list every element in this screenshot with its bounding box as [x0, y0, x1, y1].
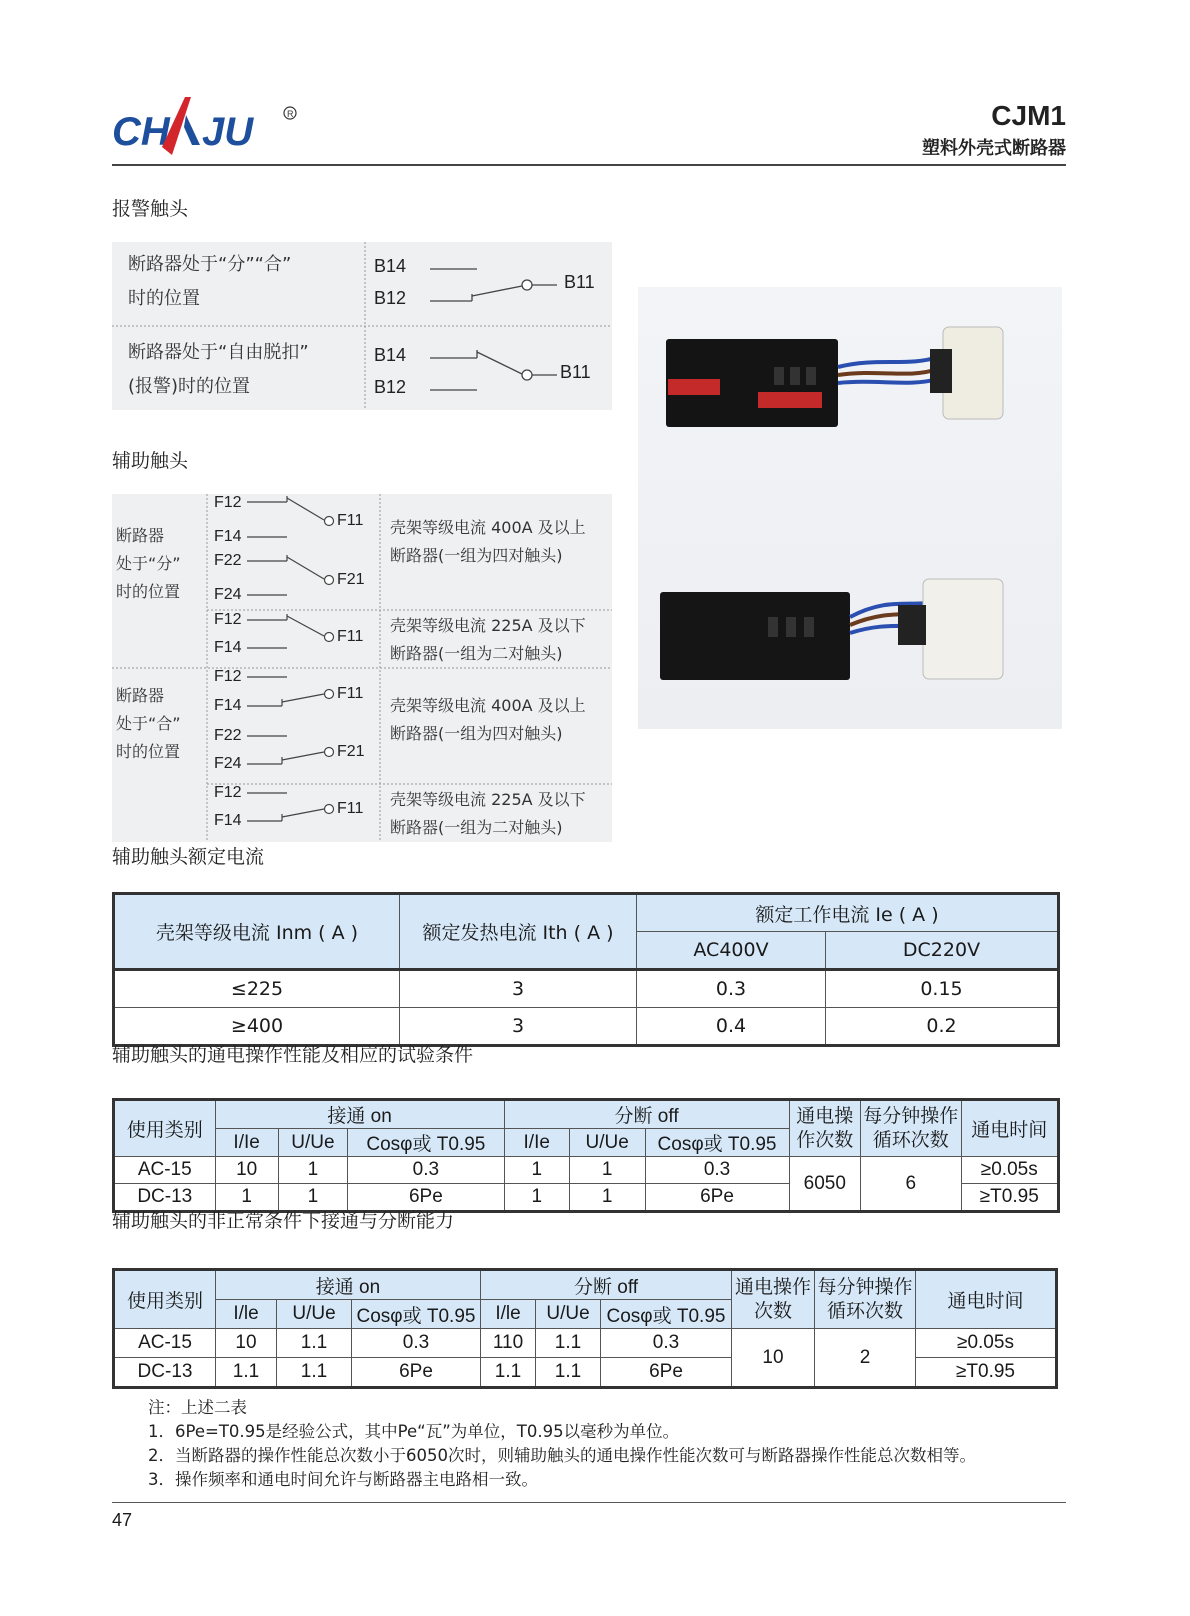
cell-category: DC-13: [114, 1184, 216, 1212]
section-title-rated: 辅助触头额定电流: [112, 846, 265, 868]
abnormal-capacity-table: [112, 1268, 1058, 1389]
cell-on-cos: 6Pe: [352, 1358, 481, 1388]
page-number: 47: [112, 1510, 133, 1530]
label-b14: B14: [374, 256, 407, 276]
label-f11: F11: [337, 685, 364, 702]
label-f24: F24: [214, 586, 242, 603]
alarm-contact-diagram: [112, 242, 612, 410]
note-item: 1．6Pe=T0.95是经验公式，其中Pe“瓦”为单位，T0.95以毫秒为单位。: [148, 1422, 680, 1441]
header-make-on: 接通 on: [216, 1270, 481, 1300]
svg-text:R: R: [287, 109, 294, 119]
header-make-on: 接通 on: [215, 1100, 504, 1129]
cell-on-cos: 0.3: [348, 1157, 504, 1184]
cell-category: AC-15: [114, 1157, 216, 1184]
chaju-logo: [112, 95, 312, 165]
section-title-abnormal: 辅助触头的非正常条件下接通与分断能力: [112, 1210, 455, 1232]
header-dc220v: DC220V: [826, 932, 1059, 970]
product-model: CJM1: [991, 100, 1066, 131]
table-row: [114, 1329, 1057, 1358]
label-f12: F12: [214, 494, 242, 511]
cell-frame: ≥400: [114, 1008, 400, 1046]
cell-off-cos: 0.3: [601, 1329, 732, 1358]
cell-category: DC-13: [114, 1358, 216, 1388]
cell-frame: ≤225: [114, 970, 400, 1008]
label-f11: F11: [337, 628, 364, 645]
aux-contact-diagram: [112, 494, 612, 842]
cell-thermal: 3: [400, 1008, 637, 1046]
header-ie: I/le: [481, 1300, 536, 1329]
alarm-row1-desc: 断路器处于“分”“合” 时的位置: [128, 254, 292, 309]
label-f14: F14: [214, 697, 242, 714]
header-energized-time: 通电时间: [961, 1100, 1058, 1157]
cell-on-i: 10: [216, 1329, 277, 1358]
label-b12: B12: [374, 377, 407, 397]
cell-off-u: 1: [569, 1157, 645, 1184]
header-cos: Cosφ或 T0.95: [352, 1300, 481, 1329]
cell-dc: 0.2: [826, 1008, 1059, 1046]
rated-current-table: [112, 892, 1060, 1047]
header-working-current: 额定工作电流 Ie ( A ): [637, 894, 1059, 932]
header-cycles-per-minute: 每分钟操作 循环次数: [815, 1270, 916, 1329]
label-f24: F24: [214, 755, 242, 772]
cell-on-i: 1.1: [216, 1358, 277, 1388]
cell-on-u: 1.1: [277, 1358, 352, 1388]
cell-off-u: 1.1: [536, 1358, 601, 1388]
label-f14: F14: [214, 639, 242, 656]
table-row: [114, 970, 1059, 1008]
footer-divider: [112, 1502, 1066, 1503]
note-item: 3．操作频率和通电时间允许与断路器主电路相一致。: [148, 1470, 538, 1489]
header-uue: U/Ue: [569, 1129, 645, 1157]
cell-off-cos: 6Pe: [601, 1358, 732, 1388]
cell-thermal: 3: [400, 970, 637, 1008]
cell-ac: 0.3: [637, 970, 826, 1008]
header-cos: Cosφ或 T0.95: [601, 1300, 732, 1329]
header-ac400v: AC400V: [637, 932, 826, 970]
header-cycles-per-minute: 每分钟操作 循环次数: [861, 1100, 962, 1157]
header-cos: Cosφ或 T0.95: [645, 1129, 789, 1157]
cell-operation-count: 10: [732, 1329, 815, 1388]
header-uue: U/Ue: [278, 1129, 347, 1157]
section-title-performance: 辅助触头的通电操作性能及相应的试验条件: [112, 1044, 474, 1066]
header-frame-current: 壳架等级电流 Inm ( A ): [114, 894, 400, 970]
cell-off-u: 1: [569, 1184, 645, 1212]
aux-state-closed: 断路器 处于“合” 时的位置: [116, 686, 181, 761]
label-f21: F21: [337, 743, 365, 760]
aux-desc-225-open: 壳架等级电流 225A 及以下 断路器(一组为二对触头): [390, 616, 586, 663]
table-row: [114, 1358, 1057, 1388]
aux-desc-400-open: 壳架等级电流 400A 及以上 断路器(一组为四对触头): [390, 518, 586, 565]
label-f22: F22: [214, 552, 242, 569]
cell-time: ≥0.05s: [961, 1157, 1058, 1184]
cell-on-i: 10: [215, 1157, 278, 1184]
cell-off-i: 1.1: [481, 1358, 536, 1388]
header-break-off: 分断 off: [481, 1270, 732, 1300]
cell-category: AC-15: [114, 1329, 216, 1358]
cell-on-u: 1: [278, 1157, 347, 1184]
label-f21: F21: [337, 571, 365, 588]
label-b12: B12: [374, 288, 407, 308]
product-photo: [638, 287, 1062, 729]
label-f11: F11: [337, 800, 364, 817]
header-ie: I/Ie: [504, 1129, 569, 1157]
label-b11: B11: [560, 362, 591, 382]
cell-time: ≥T0.95: [961, 1184, 1058, 1212]
cell-on-u: 1.1: [277, 1329, 352, 1358]
aux-desc-400-closed: 壳架等级电流 400A 及以上 断路器(一组为四对触头): [390, 696, 586, 743]
header-uue: U/Ue: [536, 1300, 601, 1329]
cell-cycles: 2: [815, 1329, 916, 1388]
cell-on-u: 1: [278, 1184, 347, 1212]
cell-dc: 0.15: [826, 970, 1059, 1008]
label-b11: B11: [564, 272, 595, 292]
header-thermal-current: 额定发热电流 Ith ( A ): [400, 894, 637, 970]
cell-off-u: 1.1: [536, 1329, 601, 1358]
cell-cycles: 6: [861, 1157, 962, 1212]
header-operation-count: 通电操作 次数: [732, 1270, 815, 1329]
header-energized-time: 通电时间: [916, 1270, 1057, 1329]
cell-on-i: 1: [215, 1184, 278, 1212]
alarm-row2-desc: 断路器处于“自由脱扣” (报警)时的位置: [128, 342, 309, 397]
label-f22: F22: [214, 727, 242, 744]
notes: [148, 1396, 976, 1492]
table-row: [114, 1157, 1059, 1184]
svg-text:CH: CH: [112, 110, 170, 154]
product-subtitle: 塑料外壳式断路器: [922, 138, 1066, 159]
header-ie: I/Ie: [215, 1129, 278, 1157]
note-item: 2．当断路器的操作性能总次数小于6050次时，则辅助触头的通电操作性能次数可与断路器操作性能总次数相等。: [148, 1446, 976, 1465]
cell-time: ≥0.05s: [916, 1329, 1057, 1358]
label-f12: F12: [214, 784, 242, 801]
cell-ac: 0.4: [637, 1008, 826, 1046]
header-cos: Cosφ或 T0.95: [348, 1129, 504, 1157]
aux-state-open: 断路器 处于“分” 时的位置: [116, 526, 181, 601]
label-f14: F14: [214, 528, 242, 545]
cell-operation-count: 6050: [789, 1157, 860, 1212]
operation-performance-table: [112, 1098, 1060, 1213]
cell-off-cos: 6Pe: [645, 1184, 789, 1212]
cell-off-cos: 0.3: [645, 1157, 789, 1184]
section-title-alarm: 报警触头: [112, 198, 189, 220]
header-operation-count: 通电操 作次数: [789, 1100, 860, 1157]
cell-time: ≥T0.95: [916, 1358, 1057, 1388]
cell-off-i: 110: [481, 1329, 536, 1358]
header-uue: U/Ue: [277, 1300, 352, 1329]
header-category: 使用类别: [114, 1270, 216, 1329]
header-ie: I/le: [216, 1300, 277, 1329]
label-f11: F11: [337, 512, 364, 529]
section-title-aux: 辅助触头: [112, 450, 189, 472]
header-break-off: 分断 off: [504, 1100, 789, 1129]
label-b14: B14: [374, 345, 407, 365]
cell-off-i: 1: [504, 1184, 569, 1212]
label-f12: F12: [214, 668, 242, 685]
svg-text:JU: JU: [202, 110, 254, 154]
note-heading: 注：上述二表: [148, 1398, 247, 1417]
aux-desc-225-closed: 壳架等级电流 225A 及以下 断路器(一组为二对触头): [390, 790, 586, 837]
header-category: 使用类别: [114, 1100, 216, 1157]
cell-on-cos: 6Pe: [348, 1184, 504, 1212]
cell-on-cos: 0.3: [352, 1329, 481, 1358]
label-f12: F12: [214, 611, 242, 628]
cell-off-i: 1: [504, 1157, 569, 1184]
header-divider: [112, 164, 1066, 166]
label-f14: F14: [214, 812, 242, 829]
